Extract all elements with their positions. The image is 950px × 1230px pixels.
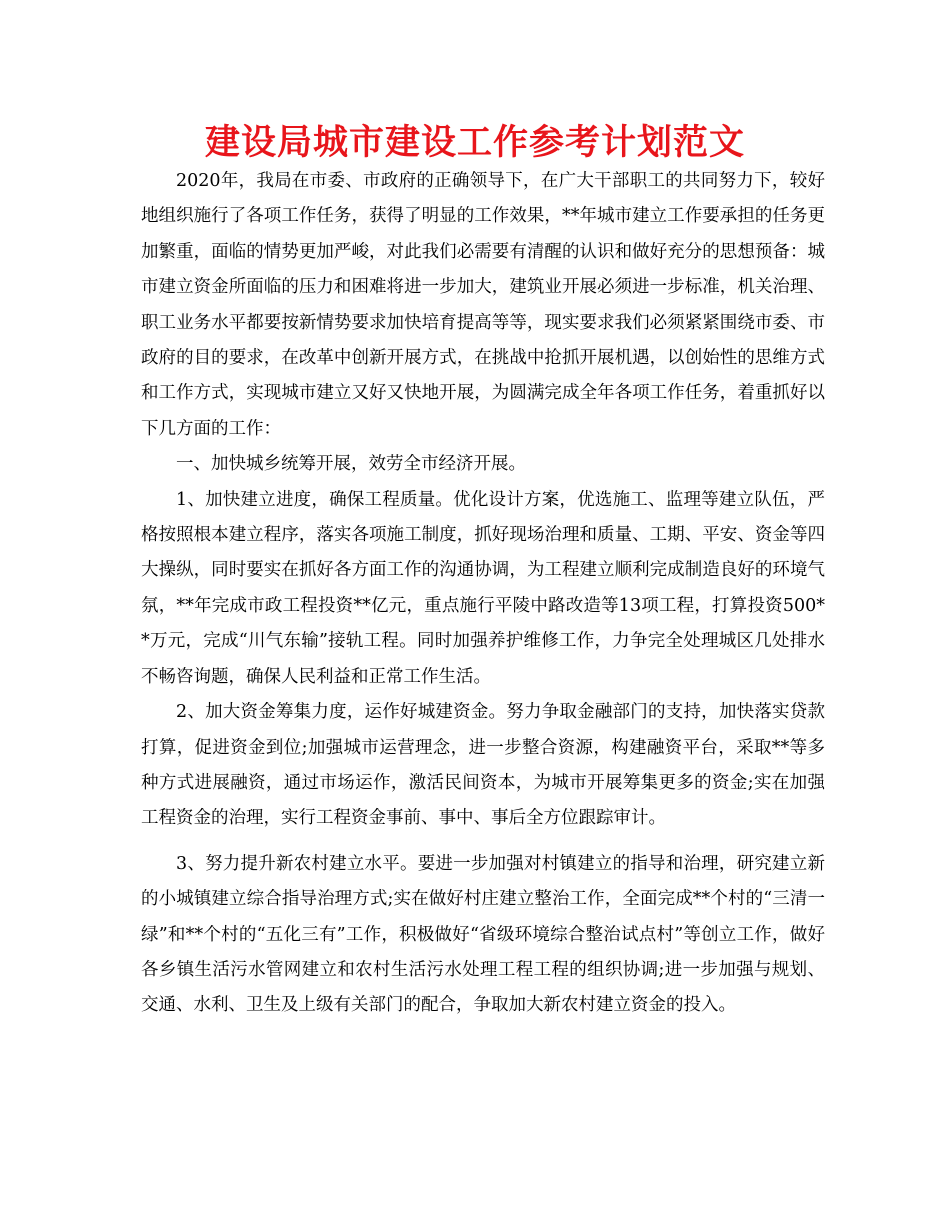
paragraph-item-3: 3、努力提升新农村建立水平。要进一步加强对村镇建立的指导和治理，研究建立新的小城镇建立综合指导治理方式;实在做好村庄建立整治工作，全面完成**个村的“三清一绿”和**个村的“五化三有”工作，积极做好“省级环境综合整治试点村”等创立工作，做好各乡镇生活污水管网建立和农村生活污水处理工程工程的组织协调;进一步加强与规划、交通、水利、卫生及上级有关部门的配合，争取加大新农村建立资金的投入。 — [141, 853, 825, 1016]
document-title: 建设局城市建设工作参考计划范文 — [204, 123, 745, 163]
paragraph-item-2: 2、加大资金筹集力度，运作好城建资金。努力争取金融部门的支持，加快落实贷款打算，促进资金到位;加强城市运营理念，进一步整合资源，构建融资平台，采取**等多种方式进展融资，通过市场运作，激活民间资本，为城市开展筹集更多的资金;实在加强工程资金的治理，实行工程资金事前、事中、事后全方位跟踪审计。 — [141, 702, 825, 829]
paragraph-section-heading: 一、加快城乡统筹开展，效劳全市经济开展。 — [176, 454, 526, 475]
document-body — [141, 164, 825, 1024]
paragraph-item-1: 1、加快建立进度，确保工程质量。优化设计方案，优选施工、监理等建立队伍，严格按照根本建立程序，落实各项施工制度，抓好现场治理和质量、工期、平安、资金等四大操纵，同时要实在抓好各方面工作的沟通协调，为工程建立顺利完成制造良好的环境气氛，**年完成市政工程投资**亿元，重点施行平陵中路改造等13项工程，打算投资500**万元，完成“川气东输”接轨工程。同时加强养护维修工作，力争完全处理城区几处排水不畅咨询题，确保人民利益和正常工作生活。 — [141, 489, 825, 687]
paragraph-intro: 2020年，我局在市委、市政府的正确领导下，在广大干部职工的共同努力下，较好地组织施行了各项工作任务，获得了明显的工作效果，**年城市建立工作要承担的任务更加繁重，面临的情势更加严峻，对此我们必需要有清醒的认识和做好充分的思想预备：城市建立资金所面临的压力和困难将进一步加大，建筑业开展必须进一步标准，机关治理、职工业务水平都要按新情势要求加快培育提高等等，现实要求我们必须紧紧围绕市委、市政府的目的要求，在改革中创新开展方式，在挑战中抢抓开展机遇，以创始性的思维方式和工作方式，实现城市建立又好又快地开展，为圆满完成全年各项工作任务，着重抓好以下几方面的工作： — [141, 171, 825, 439]
